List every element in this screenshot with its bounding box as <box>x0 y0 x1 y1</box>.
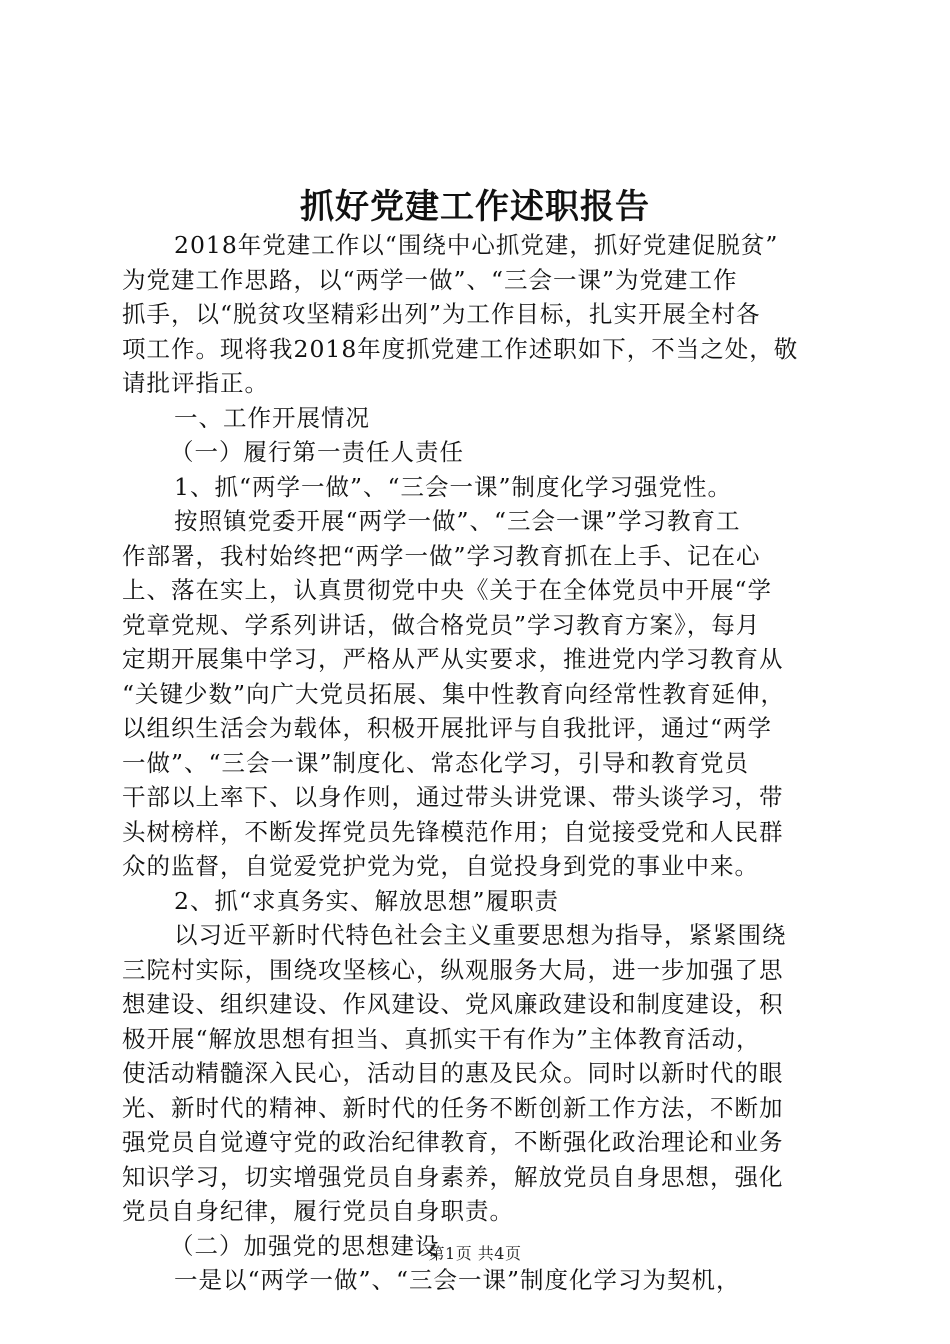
body-line: “关键少数”向广大党员拓展、集中性教育向经常性教育延伸， <box>122 679 786 708</box>
body-line: 抓手，以“脱贫攻坚精彩出列”为工作目标，扎实开展全村各 <box>122 300 761 328</box>
body-line: 为党建工作思路，以“两学一做”、“三会一课”为党建工作 <box>122 265 738 294</box>
body-line: 使活动精髓深入民心，活动目的惠及民众。同时以新时代的眼 <box>122 1059 784 1087</box>
body-line: 2018年党建工作以“围绕中心抓党建，抓好党建促脱贫” <box>174 231 779 259</box>
page-footer: 第1页 共4页 <box>428 1244 522 1263</box>
body-line: 三院村实际，围绕攻坚核心，纵观服务大局，进一步加强了思 <box>122 955 784 984</box>
body-line: 定期开展集中学习，严格从严从实要求，推进党内学习教育从 <box>122 645 784 673</box>
subsection-heading: （一）履行第一责任人责任 <box>170 438 464 466</box>
body-line: 以组织生活会为载体，积极开展批评与自我批评，通过“两学 <box>122 714 773 742</box>
body-line: 作部署，我村始终把“两学一做”学习教育抓在上手、记在心 <box>122 541 761 570</box>
body-line: 上、落在实上，认真贯彻党中央《关于在全体党员中开展“学 <box>122 576 773 604</box>
body-line: 极开展“解放思想有担当、真抓实干有作为”主体教育活动， <box>122 1024 761 1053</box>
section-heading: 一、工作开展情况 <box>174 403 370 432</box>
body-line: 干部以上率下、以身作则，通过带头讲党课、带头谈学习，带 <box>122 783 784 811</box>
body-line: 强党员自觉遵守党的政治纪律教育，不断强化政治理论和业务 <box>122 1128 784 1156</box>
body-line: 以习近平新时代特色社会主义重要思想为指导，紧紧围绕 <box>174 921 787 949</box>
document-title: 抓好党建工作述职报告 <box>300 187 650 227</box>
body-line: 头树榜样，不断发挥党员先锋模范作用；自觉接受党和人民群 <box>122 817 784 846</box>
body-line: 党员自身纪律，履行党员自身职责。 <box>122 1197 514 1225</box>
body-line: 一是以“两学一做”、“三会一课”制度化学习为契机， <box>174 1266 741 1294</box>
item-heading: 1、抓“两学一做”、“三会一课”制度化学习强党性。 <box>174 472 733 501</box>
body-line: 众的监督，自觉爱党护党为党，自觉投身到党的事业中来。 <box>122 852 759 880</box>
body-line: 一做”、“三会一课”制度化、常态化学习，引导和教育党员 <box>122 748 750 777</box>
body-line: 光、新时代的精神、新时代的任务不断创新工作方法，不断加 <box>122 1093 784 1122</box>
document-body <box>122 228 834 1298</box>
body-line: 党章党规、学系列讲话，做合格党员”学习教育方案》，每月 <box>122 610 761 639</box>
body-line: 按照镇党委开展“两学一做”、“三会一课”学习教育工 <box>174 507 741 535</box>
body-line: 请批评指正。 <box>122 369 269 397</box>
item-heading: 2、抓“求真务实、解放思想”履职责 <box>174 886 559 915</box>
body-line: 知识学习，切实增强党员自身素养，解放党员自身思想，强化 <box>122 1162 784 1191</box>
body-line: 项工作。现将我2018年度抓党建工作述职如下，不当之处，敬 <box>122 334 799 363</box>
body-line: 想建设、组织建设、作风建设、党风廉政建设和制度建设，积 <box>122 990 784 1018</box>
subsection-heading: （二）加强党的思想建设 <box>170 1231 440 1260</box>
